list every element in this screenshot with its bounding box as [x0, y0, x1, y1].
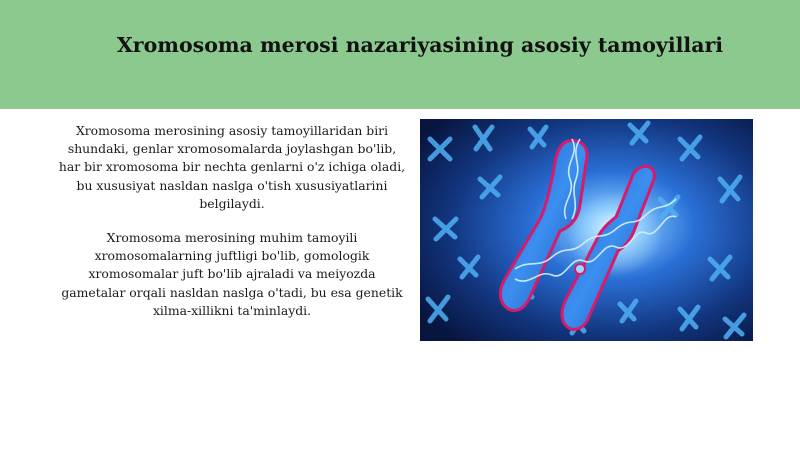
body-text	[56, 122, 408, 336]
chromosome-illustration	[420, 119, 753, 341]
paragraph-2: Xromosoma merosining muhim tamoyili xromosomalarning juftligi bo'lib, gomologik xromosomalar juft bo'lib ajraladi va meiyozda gametalar orqali nasldan naslga o'tadi, bu esa genetik xilma-xillikni ta'minlaydi.	[61, 230, 403, 318]
slide-title: Xromosoma merosi nazariyasining asosiy tamoyillari	[116, 33, 724, 57]
paragraph-1: Xromosoma merosining asosiy tamoyillaridan biri shundaki, genlar xromosomalarda joylashgan bo'lib, har bir xromosoma bir nechta genlarni o'z ichiga oladi, bu xususiyat nasldan naslga o'tish xususiyatlarini belgilaydi.	[58, 123, 406, 211]
